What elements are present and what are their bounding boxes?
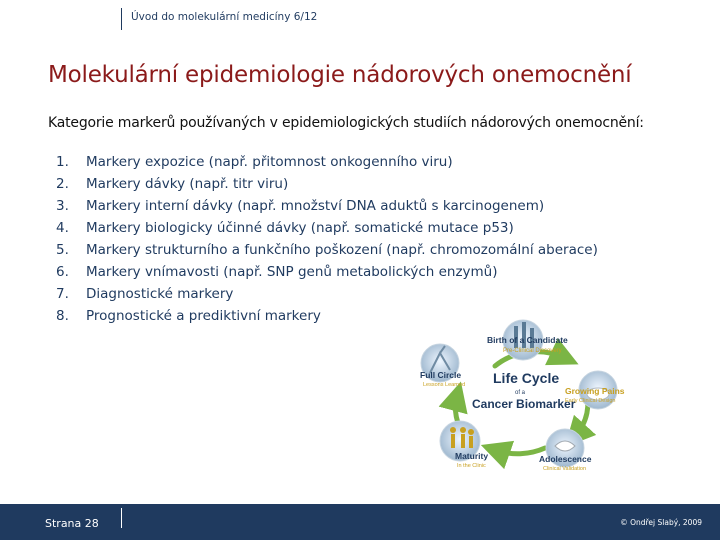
list-number: 8. <box>56 308 69 324</box>
list-item <box>56 217 598 239</box>
stage-birth-title: Birth of a Candidate <box>487 335 568 345</box>
list-item <box>56 151 598 173</box>
stage-growing-title: Growing Pains <box>565 386 625 396</box>
center-subtitle: Cancer Biomarker <box>472 397 576 411</box>
copyright: © Ondřej Slabý, 2009 <box>620 518 702 527</box>
list-number: 1. <box>56 154 69 170</box>
list-number: 2. <box>56 176 69 192</box>
list-item <box>56 195 598 217</box>
list-number: 6. <box>56 264 69 280</box>
list-text: Markery dávky (např. titr viru) <box>86 176 289 192</box>
stage-full-title: Full Circle <box>420 370 462 380</box>
stage-adolescence-sub: Clinical Validation <box>543 466 587 472</box>
list-text: Diagnostické markery <box>86 286 234 302</box>
list-text: Markery biologicky účinné dávky (např. somatické mutace p53) <box>86 220 514 236</box>
footer-bar <box>0 504 720 540</box>
list-item <box>56 173 598 195</box>
footer-divider <box>121 508 122 528</box>
list-item <box>56 261 598 283</box>
biomarker-lifecycle-diagram <box>415 318 630 478</box>
list-text: Markery interní dávky (např. množství DNA aduktů s karcinogenem) <box>86 198 545 214</box>
center-of: of a <box>515 390 526 396</box>
list-text: Markery vnímavosti (např. SNP genů metabolických enzymů) <box>86 264 498 280</box>
list-text: Markery strukturního a funkčního poškození (např. chromozomální aberace) <box>86 242 598 258</box>
stage-birth-sub: Pre-Clinical Discovery <box>503 348 562 354</box>
list-text: Prognostické a prediktivní markery <box>86 308 321 324</box>
slide-subtitle: Kategorie markerů používaných v epidemiologických studiích nádorových onemocnění: <box>48 115 644 131</box>
list-number: 3. <box>56 198 69 214</box>
header-text: Úvod do molekulární medicíny 6/12 <box>131 11 318 23</box>
list-item <box>56 239 598 261</box>
people-icon <box>450 427 474 448</box>
list-text: Markery expozice (např. přitomnost onkogenního viru) <box>86 154 453 170</box>
stage-full-sub: Lessons Learned <box>423 382 466 388</box>
center-title: Life Cycle <box>493 370 560 386</box>
stage-maturity-sub: In the Clinic <box>457 463 486 469</box>
list-number: 5. <box>56 242 69 258</box>
stage-growing-sub: Early Clinical Design <box>565 398 616 404</box>
list-item <box>56 283 598 305</box>
slide-title: Molekulární epidemiologie nádorových onemocnění <box>48 62 632 88</box>
page-number: Strana 28 <box>45 517 99 530</box>
stage-adolescence-title: Adolescence <box>539 454 592 464</box>
header-divider <box>121 8 122 30</box>
stage-maturity-title: Maturity <box>455 451 489 461</box>
list-number: 7. <box>56 286 69 302</box>
list-number: 4. <box>56 220 69 236</box>
marker-list <box>56 151 598 327</box>
